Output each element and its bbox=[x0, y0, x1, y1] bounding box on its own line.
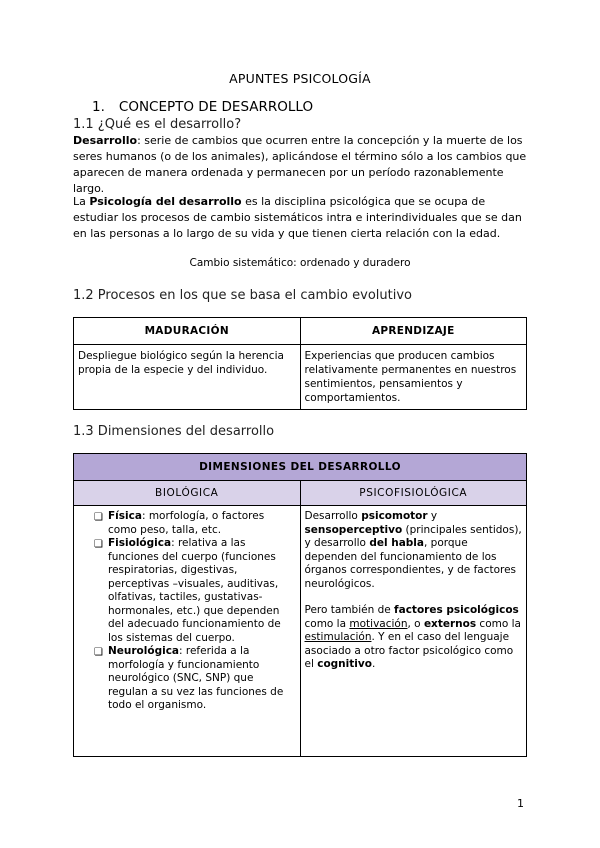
psico-bold: sensoperceptivo bbox=[304, 523, 403, 536]
header-maduracion: MADURACIÓN bbox=[74, 318, 301, 345]
psico-bold: factores psicológicos bbox=[394, 604, 519, 616]
subheading-1-1: 1.1 ¿Qué es el desarrollo? bbox=[73, 117, 242, 132]
bullet-text: : relativa a las funciones del cuerpo (funciones respiratorias, digestivas, perceptivas –visuales, auditivas, olfativas, tactiles, gustativas-hormonales, etc.) que dependen del adecuado funcionamiento de los sistemas del cuerpo. bbox=[108, 537, 281, 644]
definition-term: Desarrollo bbox=[73, 134, 138, 147]
psico-text: . bbox=[371, 658, 376, 670]
centered-note: Cambio sistemático: ordenado y duradero bbox=[189, 257, 411, 269]
psico-bold: externos bbox=[423, 617, 477, 630]
psico-underlined: motivación bbox=[349, 617, 408, 630]
document-title: APUNTES PSICOLOGÍA bbox=[229, 71, 371, 86]
subheading-1-3: 1.3 Dimensiones del desarrollo bbox=[73, 424, 275, 439]
definition-paragraph bbox=[73, 133, 533, 197]
para-bold-term: Psicología del desarrollo bbox=[89, 195, 242, 208]
psico-text: , porque dependen del funcionamiento de los órganos correspondientes, y de factores neurológicos. bbox=[304, 537, 517, 590]
bullet-text: : referida a la morfología y funcionamiento neurológico (SNC, SNP) que regulan a su vez las funciones de todo el organismo. bbox=[108, 645, 284, 711]
psico-bold: psicomotor bbox=[361, 510, 428, 522]
psychology-paragraph bbox=[73, 194, 533, 242]
psico-bold: cognitivo bbox=[317, 658, 372, 670]
bullet-text: : morfología, o factores como peso, talla, etc. bbox=[108, 510, 265, 536]
bullet-term: Neurológica bbox=[108, 645, 180, 657]
header-psicofisiologica: PSICOFISIOLÓGICA bbox=[300, 481, 527, 506]
psico-bold: del habla bbox=[369, 537, 424, 549]
psico-text: , o bbox=[407, 617, 424, 630]
list-item bbox=[94, 645, 296, 713]
psico-text: (principales sentidos), y desarrollo bbox=[304, 523, 522, 549]
psico-paragraph-1 bbox=[305, 510, 523, 591]
psico-text: Pero también de bbox=[304, 604, 395, 616]
psico-paragraph-2 bbox=[305, 604, 523, 672]
bullet-term: Física bbox=[108, 510, 142, 522]
dimensions-table bbox=[73, 453, 527, 757]
para-text: La bbox=[73, 195, 90, 208]
definition-text: : serie de cambios que ocurren entre la concepción y la muerte de los seres humanos (o de los animales), aplicándose el término sólo a los cambios que aparecen de manera ordenada y permanecen por un período razonablemente largo. bbox=[73, 134, 527, 195]
header-biologica: BIOLÓGICA bbox=[74, 481, 301, 506]
page-number: 1 bbox=[517, 797, 524, 810]
list-item bbox=[94, 537, 296, 645]
section-number: 1. bbox=[92, 99, 105, 115]
bullet-term: Fisiológica bbox=[108, 537, 172, 549]
cell-biologica bbox=[74, 506, 301, 757]
checkbox-bullet-icon: ❏ bbox=[94, 539, 103, 550]
processes-table bbox=[73, 317, 527, 410]
psico-text: y bbox=[427, 510, 438, 522]
section-heading-1 bbox=[92, 99, 313, 115]
bullet-list bbox=[78, 510, 296, 713]
checkbox-bullet-icon: ❏ bbox=[94, 512, 103, 523]
dimensions-table-title: DIMENSIONES DEL DESARROLLO bbox=[74, 454, 527, 481]
header-aprendizaje: APRENDIZAJE bbox=[300, 318, 527, 345]
cell-psicofisiologica bbox=[300, 506, 527, 757]
list-item bbox=[94, 510, 296, 537]
table-header-row bbox=[74, 318, 527, 345]
table-row bbox=[74, 345, 527, 410]
cell-maduracion: Despliegue biológico según la herencia propia de la especie y del individuo. bbox=[74, 345, 301, 410]
subheading-1-2: 1.2 Procesos en los que se basa el cambio evolutivo bbox=[73, 288, 412, 303]
psico-text: como la bbox=[476, 617, 521, 630]
checkbox-bullet-icon: ❏ bbox=[94, 647, 103, 658]
psico-text: como la bbox=[304, 617, 350, 630]
psico-text: Desarrollo bbox=[304, 510, 362, 522]
psico-underlined: estimulación bbox=[304, 631, 372, 643]
psico-text: . Y en el caso del lenguaje asociado a otro factor psicológico como el bbox=[304, 631, 514, 670]
section-title: CONCEPTO DE DESARROLLO bbox=[118, 99, 314, 115]
para-text: es la disciplina psicológica que se ocupa de estudiar los procesos de cambio sistemáticos intra e interindividuales que se dan en las personas a lo largo de su vida y que tienen cierta relación con la edad. bbox=[73, 195, 522, 240]
cell-aprendizaje: Experiencias que producen cambios relativamente permanentes en nuestros sentimientos, pensamientos y comportamientos. bbox=[300, 345, 527, 410]
